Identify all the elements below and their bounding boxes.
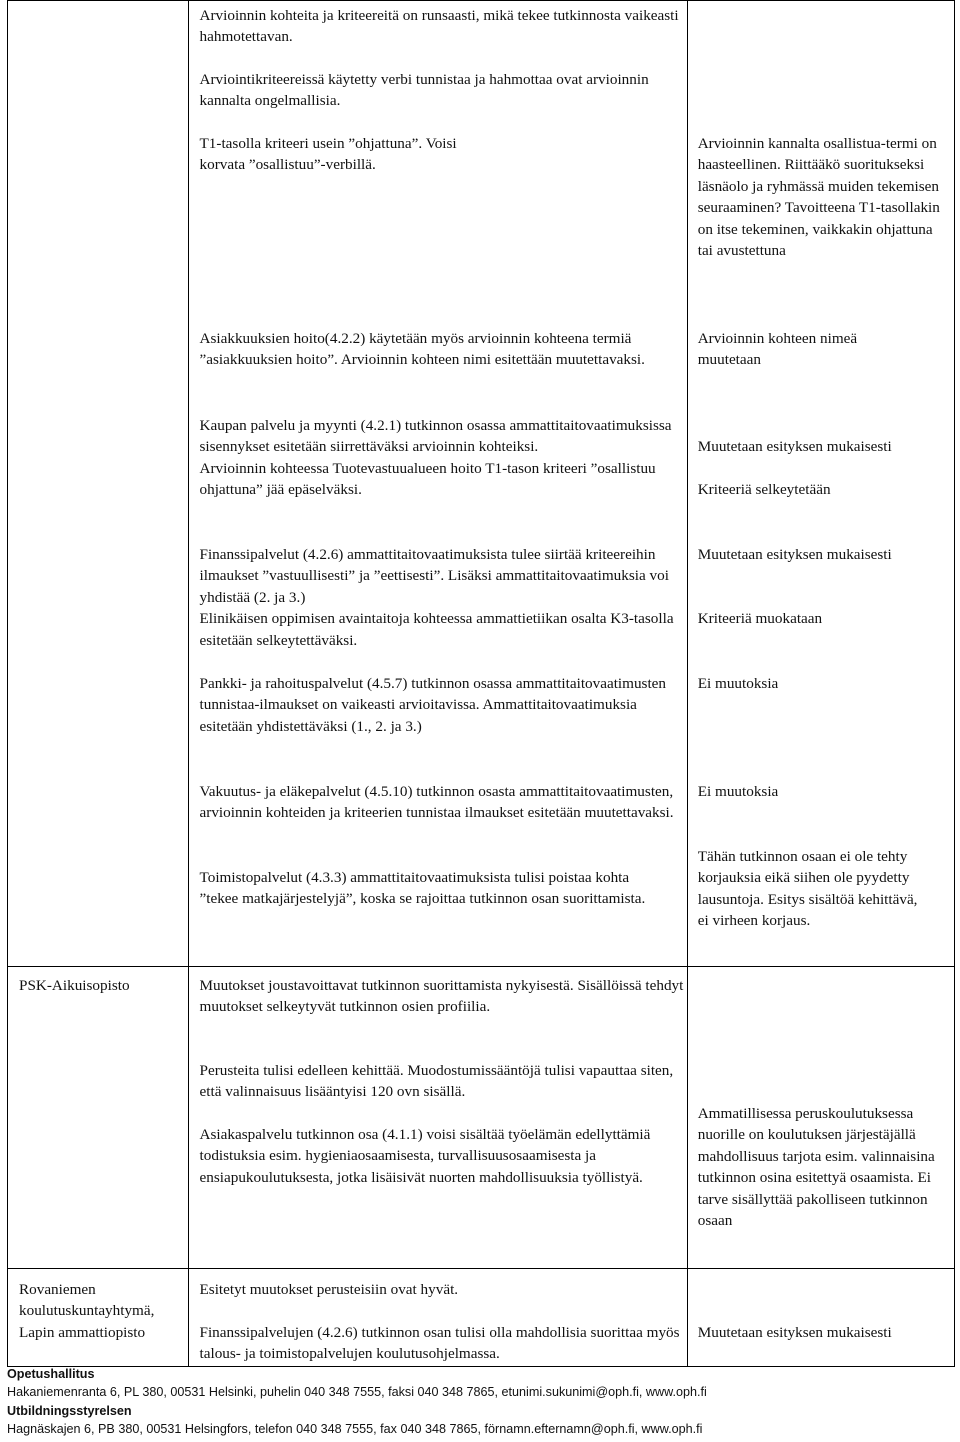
footer-org-fi: Opetushallitus: [7, 1367, 95, 1381]
comment-cell: [188, 1269, 687, 1367]
org-cell: [8, 1269, 189, 1367]
comment-paragraph: Perusteita tulisi edelleen kehittää. Muodostumissääntöjä tulisi vapauttaa siten, että valinnaisuus lisääntyisi 120 ovn sisällä.: [199, 1062, 674, 1101]
response-paragraph: Arvioinnin kohteen nimeä muutetaan: [697, 330, 858, 369]
response-paragraph: Tähän tutkinnon osaan ei ole tehty korjauksia eikä siihen ole pyydetty lausuntoja. Esitys sisältöä kehittävä, ei virheen korjaus.: [697, 848, 918, 930]
comment-paragraph: Asiakkuuksien hoito(4.2.2) käytetään myös arvioinnin kohteena termiä ”asiakkuuksien hoito”. Arvioinnin kohteen nimi esitettään muutettavaksi.: [199, 330, 645, 369]
response-paragraph: Muutetaan esityksen mukaisesti: [697, 438, 892, 455]
response-cell: [687, 1, 954, 967]
response-cell: [687, 1269, 954, 1367]
table-row: [8, 967, 955, 1269]
comment-paragraph: Kaupan palvelu ja myynti (4.2.1) tutkinnon osassa ammattitaitovaatimuksissa sisennykset esitetään siirrettäväksi arvioinnin kohteiksi. Arvioinnin kohteessa Tuotevastuualueen hoito T1-tason kriteeri ”osallistuu ohjattuna” jää epäselväksi.: [199, 417, 672, 499]
comment-paragraph: Vakuutus- ja eläkepalvelut (4.5.10) tutkinnon osasta ammattitaitovaatimusten, arvioinnin kohteiden ja kriteerien tunnistaa ilmaukset esitetään muutettavaksi.: [199, 783, 674, 822]
footer-address-sv: Hagnäskajen 6, PB 380, 00531 Helsingfors, telefon 040 348 7555, fax 040 348 7865, förnamn.efternamn@oph.fi, www.oph.fi: [7, 1421, 703, 1436]
comment-paragraph: Asiakaspalvelu tutkinnon osa (4.1.1) voisi sisältää työelämän edellyttämiä todistuksia esim. hygieniaosaamisesta, turvallisuusosaamisesta ja ensiapukoulutuksesta, jotka lisäisivät nuorten mahdollisuuksia työllistyä.: [199, 1126, 651, 1186]
feedback-table: [7, 0, 955, 1367]
comment-paragraph: Arviointikriteereissä käytetty verbi tunnistaa ja hahmottaa ovat arvioinnin kannalta ongelmallisia.: [199, 71, 649, 110]
comment-paragraph: Arvioinnin kohteita ja kriteereitä on runsaasti, mikä tekee tutkinnosta vaikeasti hahmotettavan.: [199, 7, 679, 46]
comment-paragraph: Toimistopalvelut (4.3.3) ammattitaitovaatimuksista tulisi poistaa kohta ”tekee matkajärjestelyjä”, koska se rajoittaa tutkinnon osan suorittamista.: [199, 869, 646, 908]
response-paragraph: Ei muutoksia: [697, 783, 779, 800]
org-cell: [8, 1, 189, 967]
table-row: [8, 1269, 955, 1367]
response-paragraph: Kriteeriä muokataan: [697, 610, 823, 627]
comment-cell: [188, 967, 687, 1269]
comment-paragraph: T1-tasolla kriteeri usein ”ohjattuna”. Voisi korvata ”osallistuu”-verbillä.: [199, 135, 457, 174]
response-paragraph: Muutetaan esityksen mukaisesti: [697, 546, 892, 563]
response-paragraph: Arvioinnin kannalta osallistua-termi on haasteellinen. Riittääkö suoritukseksi läsnäolo ja ryhmässä muiden tekemisen seuraaminen? Tavoitteena T1-tasollakin on itse tekeminen, vaikkakin ohjattuna tai avustettuna: [697, 135, 940, 260]
comment-paragraph: Pankki- ja rahoituspalvelut (4.5.7) tutkinnon osassa ammattitaitovaatimusten tunnistaa-ilmaukset on vaikeasti arvioitavissa. Ammattitaitovaatimuksia esitetään yhdistettäväksi (1., 2. ja 3.): [199, 675, 667, 735]
comment-paragraph: Muutokset joustavoittavat tutkinnon suorittamista nykyisestä. Sisällöissä tehdyt muutokset selkeytyvät tutkinnon osien profiilia.: [199, 977, 684, 1016]
org-name: PSK-Aikuisopisto: [19, 977, 130, 994]
footer-org-sv: Utbildningsstyrelsen: [7, 1403, 132, 1418]
footer-address-fi: Hakaniemenranta 6, PL 380, 00531 Helsinki, puhelin 040 348 7555, faksi 040 348 7865, etunimi.sukunimi@oph.fi, www.oph.fi: [7, 1385, 707, 1400]
page-footer: [7, 1365, 955, 1438]
org-cell: [8, 967, 189, 1269]
response-paragraph: Ei muutoksia: [697, 675, 779, 692]
response-paragraph: Ammatillisessa peruskoulutuksessa nuorille on koulutuksen järjestäjällä mahdollisuus tarjota esim. valinnaisina tutkinnon osina esitettyä osaamista. Ei tarve sisällyttää pakolliseen tutkinnon osaan: [697, 1105, 935, 1230]
response-paragraph: Muutetaan esityksen mukaisesti: [697, 1324, 892, 1341]
table-row: [8, 1, 955, 967]
comment-cell: [188, 1, 687, 967]
response-cell: [687, 967, 954, 1269]
comment-paragraph: Finanssipalvelut (4.2.6) ammattitaitovaatimuksista tulee siirtää kriteereihin ilmaukset ”vastuullisesti” ja ”eettisesti”. Lisäksi ammattitaitovaatimuksia voi yhdistää (2. ja 3.) Elinikäisen oppimisen avaintaitoja kohteessa ammattietiikan osalta K3-tasolla esitetään selkeytettäväksi.: [199, 546, 674, 649]
comment-paragraph: Esitetyt muutokset perusteisiin ovat hyvät.: [199, 1281, 459, 1298]
org-name: Rovaniemen koulutuskuntayhtymä, Lapin ammattiopisto: [19, 1281, 155, 1341]
response-paragraph: Kriteeriä selkeytetään: [697, 481, 831, 498]
comment-paragraph: Finanssipalvelujen (4.2.6) tutkinnon osan tulisi olla mahdollisia suorittaa myös talous- ja toimistopalvelujen koulutusohjelmassa.: [199, 1324, 680, 1363]
